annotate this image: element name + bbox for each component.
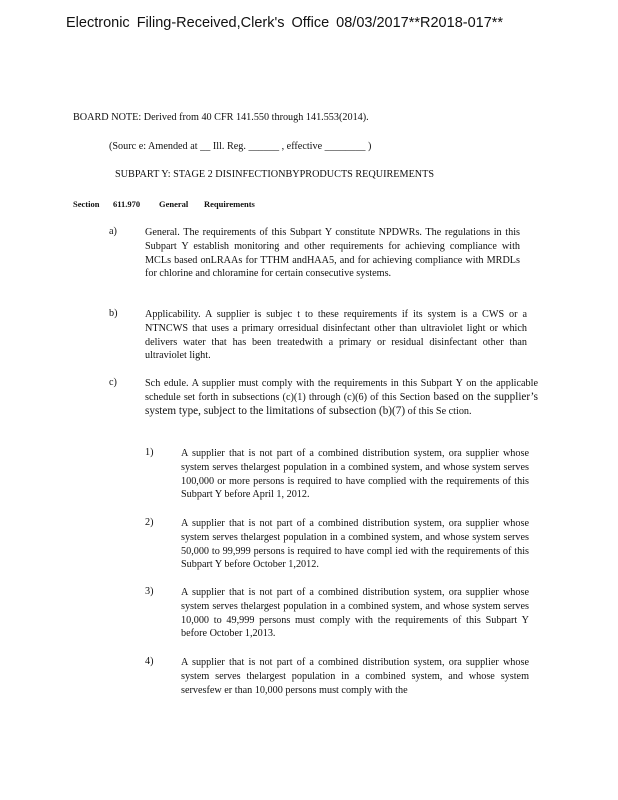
item-b-text: Applicability. A supplier is subjec t to these requirements if its system is a CWS or a NTNCWS that uses a primary orresidual disinfectant other than ultraviolet light or which delivers water that has been treatedwith a primary or residual disinfectant other than ultraviolet light.	[145, 309, 527, 362]
item-a-text: General. The requirements of this Subpart Y constitute NPDWRs. The regulations in this Subpart Y establish monitoring and other requirements for achieving compliance with MCLs based onLRAAs for TTHM andHAA5, and for achieving compliance with MRDLs for chlorine and chloramine for certain consecutive systems.	[145, 227, 520, 280]
item-b-marker: b)	[109, 308, 118, 319]
subitem-2-text: A supplier that is not part of a combined distribution system, ora supplier whose system serves thelargest population in a combined system, and whose system serves 50,000 to 99,999 persons is required to have compl ied with the requirements of this Subpart Y before October 1,2012.	[181, 518, 529, 571]
item-c-text-b: based on the supplier’s system type, subject to the limitations of subsection (b)(7)	[145, 390, 539, 417]
source-note: (Sourc e: Amended at __ Ill. Reg. ______ , effective ________ )	[109, 141, 372, 152]
subitem-3-marker: 3)	[145, 586, 154, 597]
section-title: General	[159, 199, 189, 209]
section-number: 611.970	[113, 199, 141, 209]
item-c-text-c: of this Se ction.	[407, 405, 472, 417]
subitem-4-text: A supplier that is not part of a combined distribution system, ora supplier whose system serves thelargest population in a combined system, and whose system servesfew er than 10,000 persons must comply with the	[181, 657, 529, 696]
item-c-text	[145, 377, 538, 418]
subitem-4-marker: 4)	[145, 656, 154, 667]
item-c-marker: c)	[109, 377, 117, 388]
subitem-2-marker: 2)	[145, 517, 154, 528]
item-c-text-a: Sch edule. A supplier must comply with the requirements in this Subpart Y on the applicable schedule set forth in subsections (c)(1) through (c)(6) of this Section	[145, 378, 538, 403]
subitem-1-marker: 1)	[145, 447, 154, 458]
subpart-heading: SUBPART Y: STAGE 2 DISINFECTIONBYPRODUCTS REQUIREMENTS	[115, 169, 435, 180]
filing-header: Electronic Filing-Received,Clerk's Office 08/03/2017**R2018-017**	[66, 15, 504, 31]
section-title-2: Requirements	[204, 199, 255, 209]
item-a-marker: a)	[109, 226, 117, 237]
subitem-1-text: A supplier that is not part of a combined distribution system, ora supplier whose system serves thelargest population in a combined system, and whose system serves 100,000 or more persons is required to have complied with the requirements of this Subpart Y before April 1, 2012.	[181, 448, 529, 501]
board-note: BOARD NOTE: Derived from 40 CFR 141.550 through 141.553(2014).	[73, 112, 369, 123]
subitem-3-text: A supplier that is not part of a combined distribution system, ora supplier whose system serves thelargest population in a combined system, and whose system serves 10,000 to 49,999 persons must comply with the requirements of this Subpart Y before October 1,2013.	[181, 587, 529, 640]
section-label: Section	[73, 199, 100, 209]
